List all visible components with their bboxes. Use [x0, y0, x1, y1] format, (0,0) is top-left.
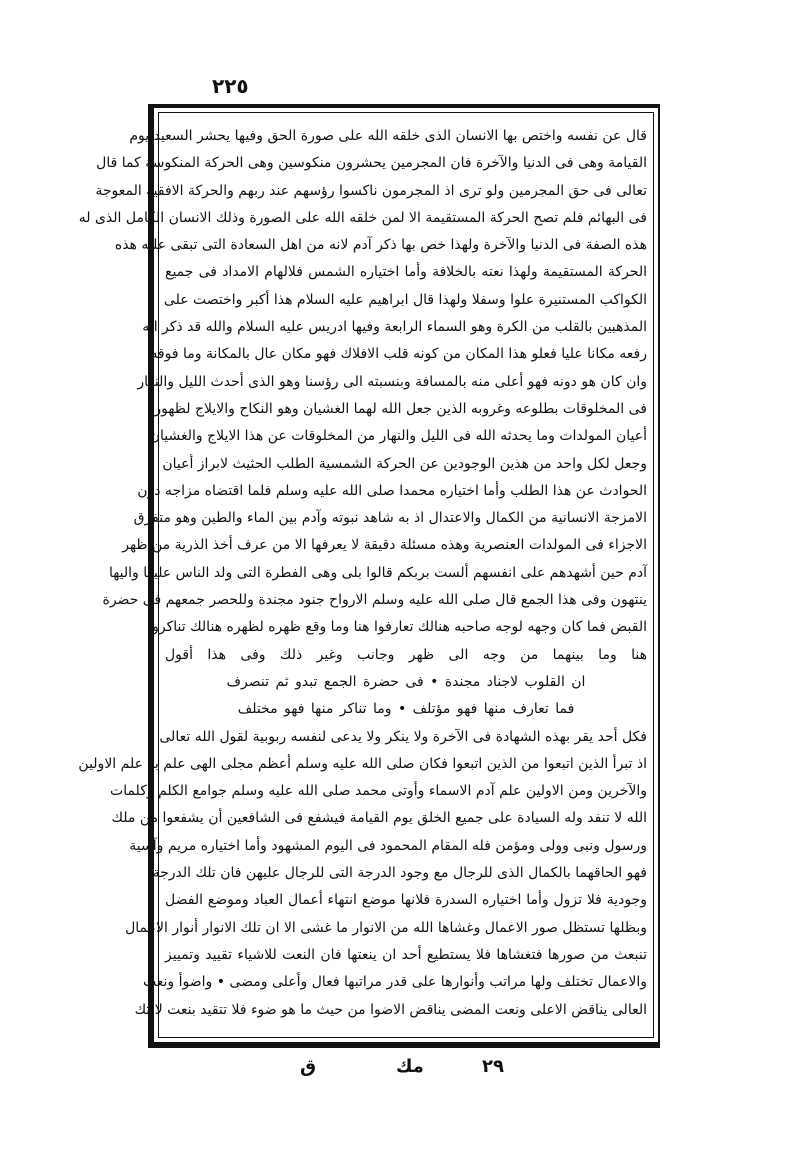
verse-line: ان القلوب لاجناد مجندة • فى حضرة الجمع تبدو ثم تنصرف [226, 673, 586, 690]
text-line: الله لا تنفد وله السيادة على جميع الخلق يوم القيامة فيشفع فى الشافعين أن يشفعوا من ملك [111, 810, 647, 827]
text-body [78, 112, 654, 1038]
text-line: هنا وما بينهما من وجه الى ظهر وجانب وغير ذلك وفى هذا أقول [165, 646, 647, 663]
footer-signature-number: ٢٩ [482, 1056, 504, 1077]
text-line: وجعل لكل واحد من هذين الوجودين عن الحركة الشمسية الطلب الحثيث لابراز أعيان [162, 455, 647, 472]
footer-part: ق [300, 1056, 317, 1077]
text-line: قال عن نفسه واختص بها الانسان الذى خلقه الله على صورة الحق وفيها يحشر السعيد يوم [129, 128, 647, 144]
text-line: أعيان المولدات وما يحدثه الله فى الليل والنهار من المخلوقات عن هذا الايلاج والغشيان [149, 428, 647, 445]
text-line: القبض فما كان وجهه لوجه صاحبه هنالك تعارفوا هنا وما وقع ظهره لظهره هنالك تناكروا [148, 619, 647, 636]
text-line: وان كان هو دونه فهو أعلى منه بالمسافة وبنسبته الى رؤسنا وهو الذى أحدث الليل والنهار [137, 373, 647, 390]
text-line: الحوادث عن هذا الطلب وأما اختياره محمدا صلى الله عليه وسلم فلما اقتضاه مزاجه دون [137, 482, 647, 499]
text-line: والآخرين ومن الاولين علم آدم الاسماء وأوتى محمد صلى الله عليه وسلم جوامع الكلم وكلمات [110, 783, 647, 800]
text-line: فى البهائم فلم تصح الحركة المستقيمة الا لمن خلقه الله على الصورة وذلك الانسان الكامل الذى له [78, 209, 647, 226]
text-line: هذه الصفة فى الدنيا والآخرة ولهذا خص بها ذكر آدم لانه من اهل السعادة التى تبقى عليه هذه [114, 237, 647, 254]
text-line: القيامة وهى فى الدنيا والآخرة فان المجرمين يحشرون منكوسين وهى الحركة المنكوسة كما قال [96, 155, 647, 172]
text-line: الكواكب المستنيرة علوا وسفلا ولهذا قال ابراهيم عليه السلام هذا أكبر واختصت على [163, 291, 647, 308]
text-line: فى المخلوقات بطلوعه وغروبه الذين جعل الله لهما الغشيان وهو النكاح والايلاج لظهور [154, 400, 647, 417]
text-line: والاعمال تختلف ولها مراتب وأنوارها على قدر مراتبها فعال وأعلى ومضى • واضوأ ونعت [143, 974, 647, 991]
text-frame [78, 104, 660, 1048]
text-line: العالى يناقض الاعلى ونعت المضى يناقض الاضوا من حيث ما هو ضوء فلا تتقيد بنعت لا تك [134, 1001, 647, 1018]
text-line: تعالى فى حق المجرمين ولو ترى اذ المجرمون ناكسوا رؤسهم عند ربهم والحركة الافقية المعوجة [95, 182, 647, 199]
text-line: اذ تبرأ الذين اتبعوا من الذين اتبعوا فكان صلى الله عليه وسلم أعظم مجلى الهى علم به علم الاولين [78, 755, 647, 772]
text-line: وجودية فلا تزول وأما اختياره السدرة فلانها موضع انتهاء أعمال العباد وموضع الفضل [165, 892, 647, 909]
verse-line: فما تعارف منها فهو مؤتلف • وما تناكر منها فهو مختلف [237, 701, 575, 718]
text-line: فهو الحاقهما بالكمال الذى للرجال مع وجود الدرجة التى للرجال عليهن فان تلك الدرجة [152, 865, 647, 882]
text-line: المذهبين بالقلب من الكرة وهو السماء الرابعة وفيها ادريس عليه السلام والله قد ذكر انه [142, 319, 647, 336]
text-line: وبظلها تستظل صور الاعمال وغشاها الله من الانوار ما غشى الا ان تلك الانوار أنوار الاعمال [125, 919, 647, 936]
text-line: الاجزاء فى المولدات العنصرية وهذه مسئلة دقيقة لا يعرفها الا من عرف أخذ الذرية من ظهر [122, 537, 647, 554]
text-line: الامزجة الانسانية من الكمال والاعتدال اذ به شاهد نبوته وآدم بين الماء والطين وهو متفرق [133, 510, 647, 527]
footer-book-code: مك [396, 1056, 424, 1077]
text-line: ينتهون وفى هذا الجمع قال صلى الله عليه وسلم الارواح جنود مجندة وللحصر جمعهم فى حضرة [102, 592, 647, 609]
text-line: فكل أحد يقر بهذه الشهادة فى الآخرة ولا ينكر ولا يدعى لنفسه ربوبية لقول الله تعالى [159, 728, 647, 745]
text-line: رفعه مكانا عليا فعلو هذا المكان من كونه قلب الافلاك فهو مكان عال بالمكانة وما فوقه [150, 346, 647, 363]
text-line: آدم حين أشهدهم على انفسهم ألست بربكم قالوا بلى وهى الفطرة التى ولد الناس عليها واليها [108, 564, 647, 581]
text-line: الحركة المستقيمة ولهذا نعته بالخلافة وأما اختياره الشمس فلالهام الامداد فى جميع [165, 264, 647, 281]
page-number: ٢٢٥ [212, 74, 249, 98]
text-line: تنبعث من صورها فتغشاها فلا يستطيع أحد ان ينعتها فان النعت للاشياء تقييد وتمييز [165, 946, 647, 963]
text-line: ورسول ونبى وولى ومؤمن فله المقام المحمود فى اليوم المشهود وأما اختياره مريم وآسية [129, 837, 647, 854]
